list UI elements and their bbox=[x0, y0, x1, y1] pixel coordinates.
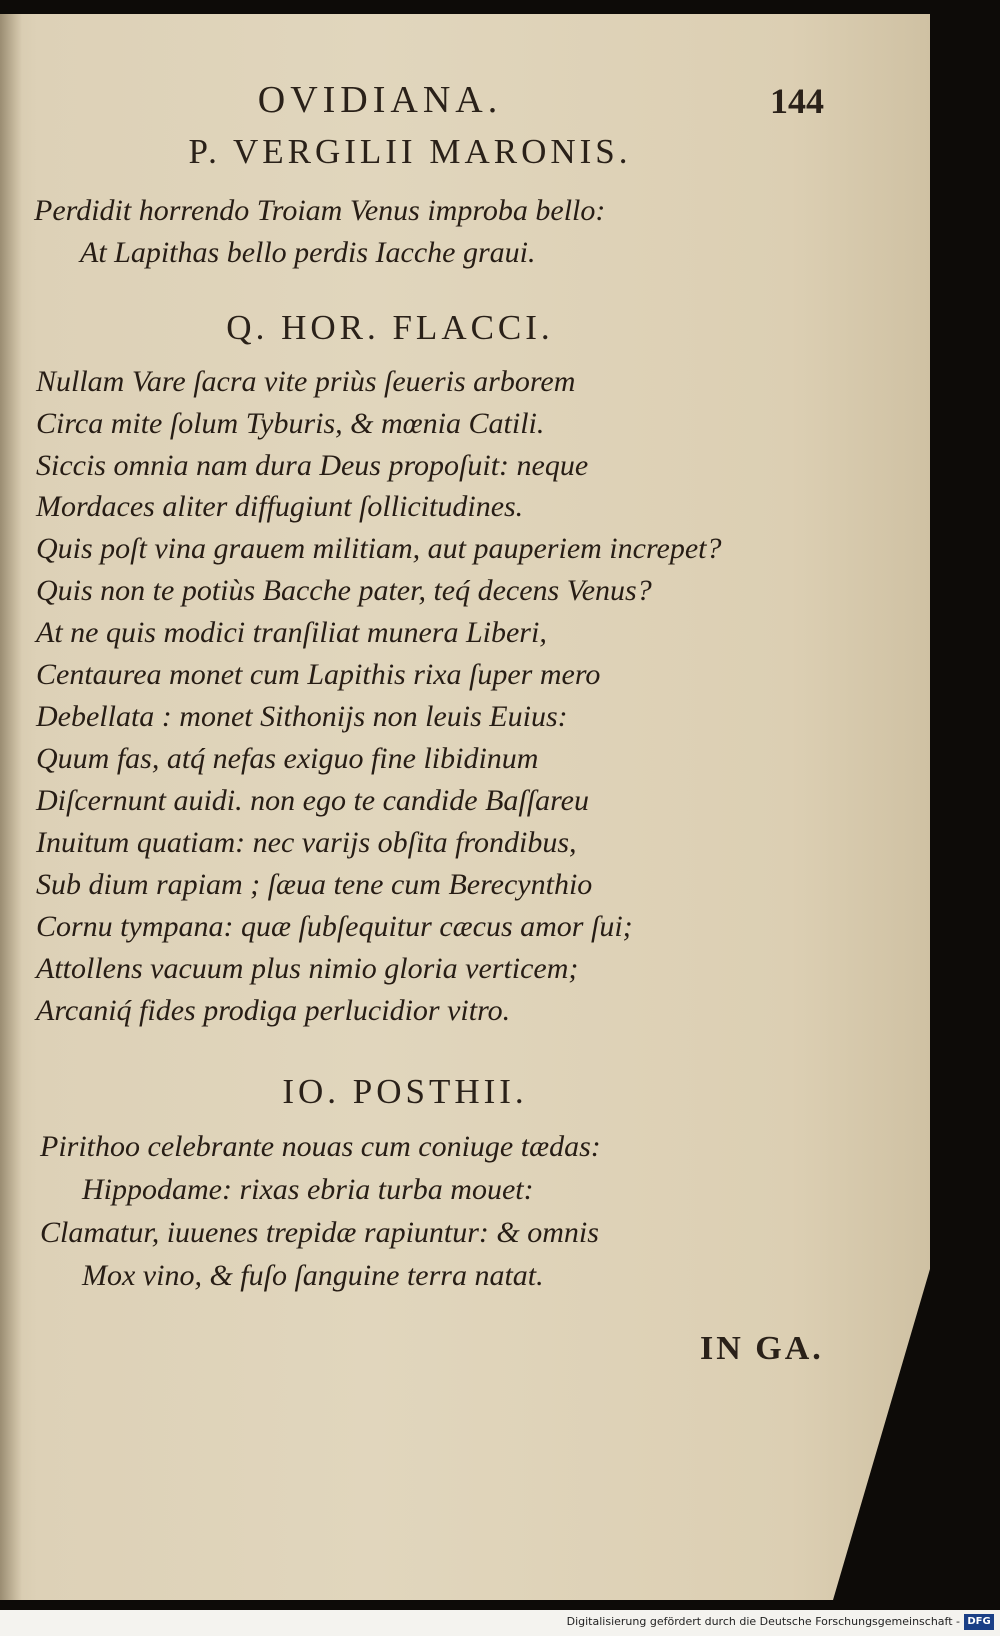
catchword: IN GA. bbox=[700, 1330, 824, 1367]
verse-line: Cornu tympana: quæ ſubſequitur cæcus amor ſui; bbox=[36, 910, 633, 943]
verse-line: Mox vino, & fuſo ſanguine terra natat. bbox=[82, 1259, 544, 1292]
verse-line: Arcaniq́ fides prodiga perlucidior vitro. bbox=[36, 994, 511, 1027]
verse-line: Sub dium rapiam ; ſæua tene cum Berecynthio bbox=[36, 868, 593, 901]
verse-line: Quum fas, atq́ nefas exiguo fine libidinum bbox=[36, 742, 539, 775]
section-heading-horace: Q. HOR. FLACCI. bbox=[226, 308, 554, 347]
verse-line: Inuitum quatiam: nec varijs obſita frondibus, bbox=[36, 826, 577, 859]
verse-line: Siccis omnia nam dura Deus propoſuit: neque bbox=[36, 449, 589, 482]
verse-line: Quis non te potiùs Bacche pater, teq́ decens Venus? bbox=[36, 574, 652, 607]
verse-line: Pirithoo celebrante nouas cum coniuge tædas: bbox=[40, 1130, 601, 1163]
verse-line: At Lapithas bello perdis Iacche graui. bbox=[80, 236, 536, 269]
dfg-logo: DFG bbox=[964, 1614, 994, 1630]
verse-line: Centaurea monet cum Lapithis rixa ſuper mero bbox=[36, 658, 601, 691]
running-title: OVIDIANA. bbox=[257, 79, 503, 121]
section-heading-posthius: IO. POSTHII. bbox=[282, 1072, 528, 1111]
verse-line: Diſcernunt auidi. non ego te candide Baſſareu bbox=[36, 784, 589, 817]
section-heading-vergil: P. VERGILII MARONIS. bbox=[188, 132, 632, 171]
verse-line: Mordaces aliter diffugiunt ſollicitudines. bbox=[36, 490, 524, 523]
verse-line: At ne quis modici tranſiliat munera Liberi, bbox=[36, 616, 547, 649]
verse-line: Clamatur, iuuenes trepidæ rapiuntur: & omnis bbox=[40, 1216, 599, 1249]
page-number: 144 bbox=[770, 81, 824, 121]
verse-line: Attollens vacuum plus nimio gloria verticem; bbox=[36, 952, 579, 985]
verse-line: Debellata : monet Sithonijs non leuis Euius: bbox=[36, 700, 568, 733]
footer-bar bbox=[0, 1610, 1000, 1636]
verse-line: Hippodame: rixas ebria turba mouet: bbox=[82, 1173, 534, 1206]
verse-line: Nullam Vare ſacra vite priùs ſeueris arborem bbox=[36, 365, 576, 398]
verse-line: Quis poſt vina grauem militiam, aut pauperiem increpet? bbox=[36, 532, 722, 565]
verse-line: Circa mite ſolum Tyburis, & mœnia Catili. bbox=[36, 407, 545, 440]
funding-credit: Digitalisierung gefördert durch die Deutsche Forschungsgemeinschaft - bbox=[566, 1615, 960, 1628]
page-gutter-shadow bbox=[0, 14, 22, 1600]
verse-line: Perdidit horrendo Troiam Venus improba bello: bbox=[34, 194, 606, 227]
